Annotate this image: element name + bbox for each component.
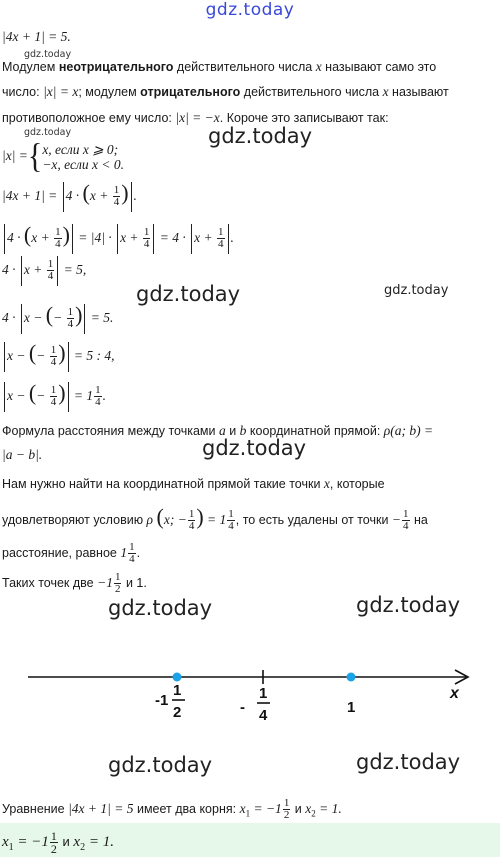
denominator: 4	[50, 396, 57, 409]
numerator: 1	[143, 226, 150, 239]
denominator: 4	[143, 238, 150, 251]
abs-bar	[68, 382, 69, 412]
abs-bar	[21, 256, 22, 286]
numerator: 1	[114, 571, 121, 584]
axis-label: x	[450, 685, 459, 702]
numerator: 1	[47, 258, 54, 271]
text: 4 ·	[7, 230, 21, 245]
number-line	[0, 650, 500, 730]
math-text: = −1	[13, 834, 49, 850]
fraction	[54, 227, 62, 250]
fraction	[114, 572, 122, 595]
numerator: 1	[95, 384, 101, 397]
math-var: a	[218, 423, 226, 438]
abs-bar	[131, 182, 132, 212]
text: и	[58, 834, 74, 849]
paren: (	[28, 380, 37, 405]
math-var: x	[239, 801, 246, 816]
step-2: 4 · (x + $\frac{1}{4}$ ) = |4| · x + $\frac{1}{4}$ = 4 · x + $\frac{1}{4}$ .	[2, 218, 234, 255]
point-label-num: 1	[259, 685, 268, 702]
definition-line-1	[2, 59, 436, 75]
text: , которые	[329, 477, 385, 491]
numerator: 1	[283, 797, 290, 810]
text: = 5,	[63, 262, 87, 277]
numerator: 1	[129, 541, 135, 554]
text: −	[36, 388, 46, 403]
math-var: x	[323, 476, 330, 491]
equation-line: |4x + 1| = 5.	[2, 29, 71, 44]
fraction	[50, 830, 58, 855]
fraction	[113, 185, 121, 208]
bold-text: неотрицательного	[58, 60, 174, 74]
watermark-small: gdz.today	[24, 49, 72, 60]
abs-bar	[4, 382, 5, 412]
math-var: x	[73, 834, 81, 850]
math-text: −	[391, 512, 402, 527]
text: −	[36, 348, 46, 363]
abs-bar	[117, 224, 118, 254]
paren: (	[156, 504, 164, 529]
abs-bar	[21, 304, 22, 334]
find-points-line	[2, 476, 385, 492]
text: Нам нужно найти на координатной прямой такие точки	[2, 477, 324, 491]
text: x +	[31, 230, 50, 245]
step-3	[2, 253, 86, 287]
math-text: = 1.	[85, 834, 114, 850]
point-label-int: -1	[155, 692, 169, 709]
step-5	[2, 336, 115, 373]
denominator: 2	[114, 583, 121, 596]
answer-line: $x_1 = -1$ $\frac{1}{2}$ и $x_2 = 1$.	[2, 829, 114, 857]
denominator: 4	[113, 196, 120, 209]
cases-block	[42, 142, 124, 172]
text: −	[53, 310, 63, 325]
math-var: b	[239, 423, 247, 438]
denominator: 4	[403, 520, 409, 533]
text: x −	[7, 388, 26, 403]
definition-line-3	[2, 110, 389, 126]
fraction	[128, 542, 136, 565]
fraction	[227, 509, 235, 532]
text: x +	[194, 230, 213, 245]
site-header-logo: gdz.today	[205, 0, 295, 20]
paren: )	[58, 380, 66, 405]
abs-bar	[191, 224, 192, 254]
bold-text: отрицательного	[140, 85, 241, 99]
math-var: x	[2, 834, 9, 850]
text: 4 ·	[65, 188, 80, 203]
text: = 5.	[90, 310, 114, 325]
paren: (	[45, 302, 54, 327]
numerator: 1	[228, 508, 234, 521]
point-label-int: -	[240, 699, 245, 716]
point-dot	[173, 673, 182, 682]
paren: )	[196, 504, 204, 529]
text: x +	[23, 262, 43, 277]
watermark: gdz.today	[356, 593, 461, 617]
fraction	[47, 259, 55, 282]
numerator: 1	[50, 344, 57, 357]
math-formula: |4x + 1| = 5	[68, 801, 134, 816]
cases-definition	[2, 137, 124, 176]
text: имеет два корня:	[133, 802, 240, 816]
math-text: −1	[97, 575, 113, 590]
point-label-group	[155, 682, 355, 724]
fraction	[50, 385, 58, 408]
condition-line	[2, 500, 428, 537]
text: . Короче это записывают так:	[219, 111, 389, 125]
text: и	[291, 802, 306, 816]
text: на	[410, 513, 428, 527]
text: называют	[388, 85, 449, 99]
text: Формула расстояния между точками	[2, 424, 219, 438]
denominator: 4	[50, 356, 57, 369]
numerator: 1	[67, 306, 74, 319]
text: расстояние, равное	[2, 546, 121, 560]
denominator: 4	[47, 270, 54, 283]
point-label-num: 1	[173, 682, 182, 699]
paren: )	[121, 180, 129, 205]
text: число:	[2, 85, 44, 99]
text: , то есть удалены от точки	[235, 513, 392, 527]
text: удовлетворяют условию	[2, 513, 147, 527]
abs-bar	[153, 224, 154, 254]
watermark: gdz.today	[208, 124, 313, 148]
distance-equal-line: расстояние, равное 1 $\frac{1}{4}$ .	[2, 541, 141, 566]
step-4	[2, 298, 113, 335]
text: 4 ·	[2, 262, 16, 277]
numerator: 1	[113, 184, 120, 197]
text: действительного числа	[240, 85, 383, 99]
text: Таких точек две	[2, 576, 98, 590]
denominator: 4	[188, 520, 195, 533]
abs-bar	[68, 342, 69, 372]
step-1: |4x + 1| = 4 · (x + $\frac{1}{4}$ ) .	[2, 176, 137, 213]
numerator: 1	[403, 508, 409, 521]
math-formula: |x| = −x	[175, 110, 220, 125]
fraction	[143, 227, 151, 250]
denominator: 4	[228, 520, 234, 533]
denominator: 2	[50, 842, 57, 857]
case-2: −x, если x < 0.	[42, 156, 124, 172]
paren: )	[75, 302, 83, 327]
text: |4x + 1| =	[2, 188, 58, 203]
point-label-den: 2	[173, 704, 182, 721]
text: ; модулем	[78, 85, 141, 99]
definition-line-2	[2, 84, 449, 100]
abs-bar	[84, 304, 85, 334]
watermark: gdz.today	[202, 436, 307, 460]
numerator: 1	[50, 829, 57, 844]
math-var: ρ	[146, 512, 154, 527]
denominator: 4	[95, 396, 101, 409]
point-label-den: 4	[259, 707, 268, 724]
text: противоположное ему число:	[2, 111, 176, 125]
point-label-int: 1	[347, 699, 356, 716]
left-brace-icon: {	[27, 137, 43, 176]
text: = 1	[73, 388, 94, 403]
text: координатной прямой:	[246, 424, 384, 438]
text: называют само это	[321, 60, 437, 74]
watermark: gdz.today	[136, 282, 241, 306]
fraction	[94, 385, 102, 408]
numerator: 1	[188, 508, 195, 521]
math-var: x	[382, 84, 389, 99]
denominator: 4	[218, 238, 224, 251]
text: x −	[23, 310, 43, 325]
text: и	[225, 424, 240, 438]
abs-bar	[228, 224, 229, 254]
math-var: x	[305, 801, 312, 816]
math-formula: |x| = x	[43, 84, 79, 99]
abs-bar	[4, 342, 5, 372]
paren: )	[58, 340, 66, 365]
text: и 1.	[122, 576, 147, 590]
text: x −	[7, 348, 26, 363]
math-var: x	[315, 59, 322, 74]
cases-lhs: |x| =	[2, 148, 28, 163]
text: Уравнение	[2, 802, 69, 816]
watermark: gdz.today	[384, 283, 449, 298]
denominator: 4	[67, 318, 74, 331]
paren: (	[82, 180, 90, 205]
two-points-line	[2, 568, 147, 598]
math-text: = 1.	[315, 801, 342, 816]
abs-bar	[72, 224, 73, 254]
fraction	[283, 798, 291, 821]
math-text: 1	[120, 545, 128, 560]
text: = 4 ·	[159, 230, 186, 245]
distance-formula-line-2: |a − b|.	[2, 447, 43, 462]
watermark-small: gdz.today	[24, 127, 72, 138]
denominator: 4	[129, 553, 135, 566]
paren: (	[23, 222, 32, 247]
abs-bar	[4, 224, 5, 254]
text: = |4| ·	[78, 230, 112, 245]
math-text: = −1	[250, 801, 282, 816]
denominator: 2	[283, 809, 290, 822]
numerator: 1	[218, 226, 224, 239]
text: = 5 : 4,	[73, 348, 115, 363]
paren: )	[62, 222, 70, 247]
fraction	[67, 307, 75, 330]
case-1: x, если x ⩾ 0;	[42, 141, 119, 157]
fraction	[402, 509, 410, 532]
roots-statement: Уравнение |4x + 1| = 5 имеет два корня: $x_1 = -1$ $\frac{1}{2}$ и $x_2 = 1$.	[2, 797, 342, 822]
fraction	[188, 509, 196, 532]
text: действительного числа	[173, 60, 316, 74]
abs-bar	[57, 256, 58, 286]
denominator: 4	[55, 238, 61, 251]
numerator: 1	[50, 384, 57, 397]
text: x +	[89, 188, 109, 203]
math-text: = 1	[203, 512, 227, 527]
point-dot	[347, 673, 356, 682]
numerator: 1	[55, 226, 61, 239]
fraction	[50, 345, 58, 368]
text: x +	[120, 230, 139, 245]
paren: (	[28, 340, 37, 365]
abs-bar	[63, 182, 64, 212]
watermark: gdz.today	[108, 596, 213, 620]
fraction	[217, 227, 225, 250]
text: Модулем	[2, 60, 59, 74]
watermark: gdz.today	[108, 753, 213, 777]
text: 4 ·	[2, 310, 16, 325]
watermark: gdz.today	[356, 750, 461, 774]
math-text: x; −	[163, 512, 187, 527]
step-6: x − (− $\frac{1}{4}$ ) = 1 $\frac{1}{4}$ .	[2, 376, 106, 413]
math-formula: ρ(a; b) =	[383, 423, 434, 438]
